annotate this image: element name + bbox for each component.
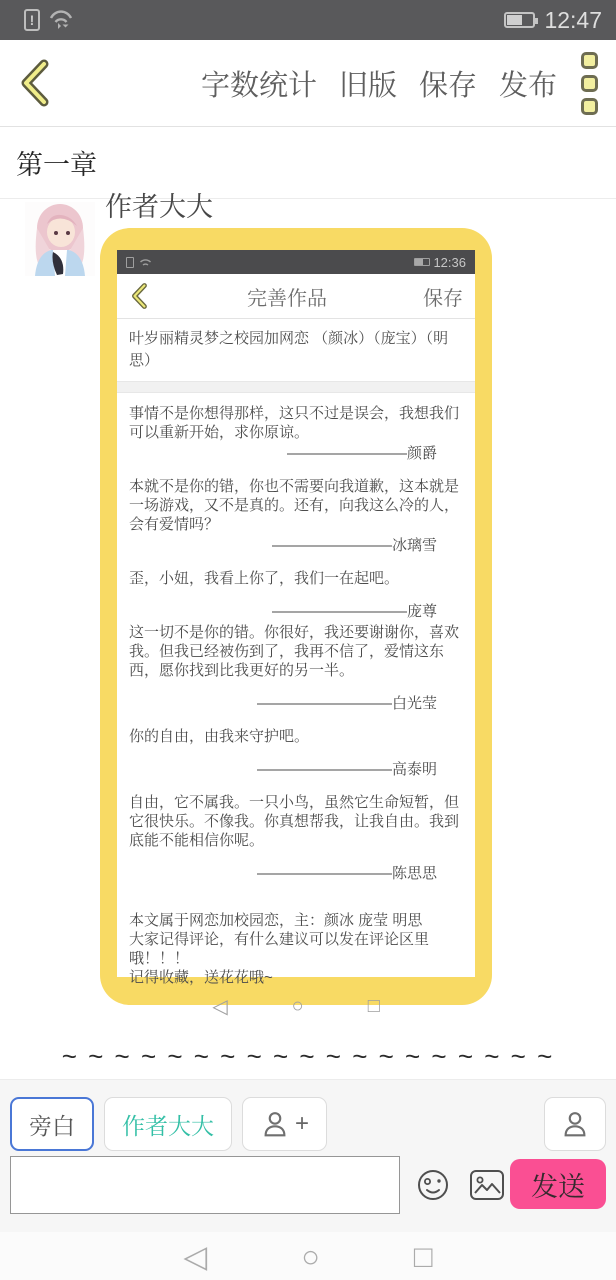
avatar-image [25, 202, 95, 276]
old-version-button[interactable]: 旧版 [338, 69, 397, 102]
embedded-page-title: 完善作品 [247, 287, 327, 310]
my-character-button[interactable] [544, 1097, 606, 1151]
status-clock: 12:47 [544, 6, 602, 33]
send-button[interactable] [510, 1159, 606, 1209]
person-icon [560, 1109, 590, 1139]
image-button[interactable] [466, 1165, 508, 1205]
system-recents-button[interactable]: □ [413, 1238, 433, 1274]
composer-panel [0, 1079, 616, 1232]
body-line: 这一切不是你的错。你很好，我还要谢谢你，喜欢我。但我已经被伤到了，我再不信了，爱情这东西，愿你找到比我更好的另一半。 [129, 623, 460, 679]
chapter-title-row[interactable] [0, 127, 616, 199]
body-line: 你的自由，由我来守护吧。 [129, 727, 310, 745]
role-row [10, 1097, 606, 1151]
wifi-icon [139, 257, 152, 268]
publish-button[interactable]: 发布 [498, 69, 557, 102]
recents-square-icon: □ [367, 995, 380, 1017]
tilde-divider: ~ ~ ~ ~ ~ ~ ~ ~ ~ ~ ~ ~ ~ ~ ~ ~ ~ ~ ~ [61, 1041, 555, 1071]
picture-icon [466, 1165, 508, 1205]
body-line: 事情不是你想得那样，这只不过是误会，我想我们可以重新开始，求你原谅。 [129, 404, 460, 441]
emoji-button[interactable] [413, 1165, 453, 1205]
body-line: 本就不是你的错，你也不需要向我道歉，这本就是一场游戏，又不是真的。还有，向我这么冷的人，会有爱情吗？ [129, 477, 460, 533]
plus-label: + [295, 1110, 310, 1137]
app-header [0, 40, 616, 127]
chat-scroll-area[interactable] [0, 192, 616, 1078]
word-count-button[interactable]: 字数统计 [200, 69, 317, 102]
signature-line: —————————陈思思 [256, 864, 437, 882]
send-label: 发送 [531, 1171, 585, 1202]
system-home-button[interactable]: ○ [301, 1238, 320, 1274]
menu-dot-icon [581, 52, 598, 69]
save-button[interactable]: 保存 [418, 69, 477, 102]
back-button[interactable] [16, 57, 60, 109]
back-chevron-icon [129, 282, 151, 310]
system-nav-bar [0, 1232, 616, 1280]
embedded-screenshot [117, 250, 475, 1018]
embedded-image-bubble[interactable] [100, 228, 492, 1018]
embedded-nav-bar [117, 274, 475, 319]
body-line: 歪，小妞，我看上你了，我们一在起吧。 [129, 569, 400, 587]
signature-line: —————————白光莹 [256, 694, 437, 712]
embedded-body-text [117, 393, 475, 987]
avatar[interactable] [25, 202, 95, 276]
battery-icon [504, 12, 535, 28]
status-bar [0, 0, 616, 40]
signature-line: ————————冰璃雪 [271, 536, 437, 554]
home-circle-icon: ○ [291, 995, 304, 1017]
signature-line: ————————颜爵 [286, 444, 437, 462]
menu-dot-icon [581, 98, 598, 115]
body-line: 自由，它不属我。一只小鸟，虽然它生命短暂，但它很快乐。不像我。你真想帮我，让我自由。我到底能不能相信你呢。 [129, 793, 460, 849]
role-narrator-button[interactable] [10, 1097, 94, 1151]
smiley-icon [413, 1165, 453, 1205]
role-narrator-label: 旁白 [29, 1112, 75, 1139]
header-actions [201, 63, 557, 104]
body-line: 大家记得评论，有什么建议可以发在评论区里哦！！！ [129, 930, 430, 967]
embedded-work-title: 叶岁丽精灵梦之校园加网恋 （颜冰）（庞宝）（明思） [117, 319, 475, 382]
battery-icon [414, 258, 430, 266]
sim-warning-icon: ! [24, 9, 40, 31]
signature-line: —————————高泰明 [256, 760, 437, 778]
input-row [10, 1156, 606, 1214]
message-input[interactable] [10, 1156, 400, 1214]
wifi-icon [48, 8, 74, 32]
embedded-clock: 12:36 [433, 254, 466, 270]
role-author-button[interactable] [104, 1097, 232, 1151]
signature-line: —————————庞尊 [271, 602, 437, 620]
body-line: 记得收藏，送花花哦~ [129, 968, 273, 986]
body-line: 本文属于网恋加校园恋，主：颜冰 庞莹 明思 [129, 911, 423, 929]
system-back-button[interactable]: ◁ [183, 1238, 208, 1274]
sim-icon [126, 257, 134, 268]
embedded-save-label: 保存 [423, 287, 463, 310]
add-character-button[interactable] [242, 1097, 327, 1151]
role-author-label: 作者大大 [122, 1112, 214, 1139]
back-triangle-icon: ◁ [212, 996, 228, 1018]
embedded-system-nav [117, 987, 475, 1027]
overflow-menu-button[interactable] [579, 48, 600, 119]
person-icon [260, 1109, 290, 1139]
back-chevron-icon [16, 58, 56, 108]
embedded-status-bar [117, 250, 475, 274]
chapter-title: 第一章 [16, 150, 97, 180]
menu-dot-icon [581, 75, 598, 92]
divider-band [117, 382, 475, 393]
message-author-name: 作者大大 [105, 192, 213, 222]
